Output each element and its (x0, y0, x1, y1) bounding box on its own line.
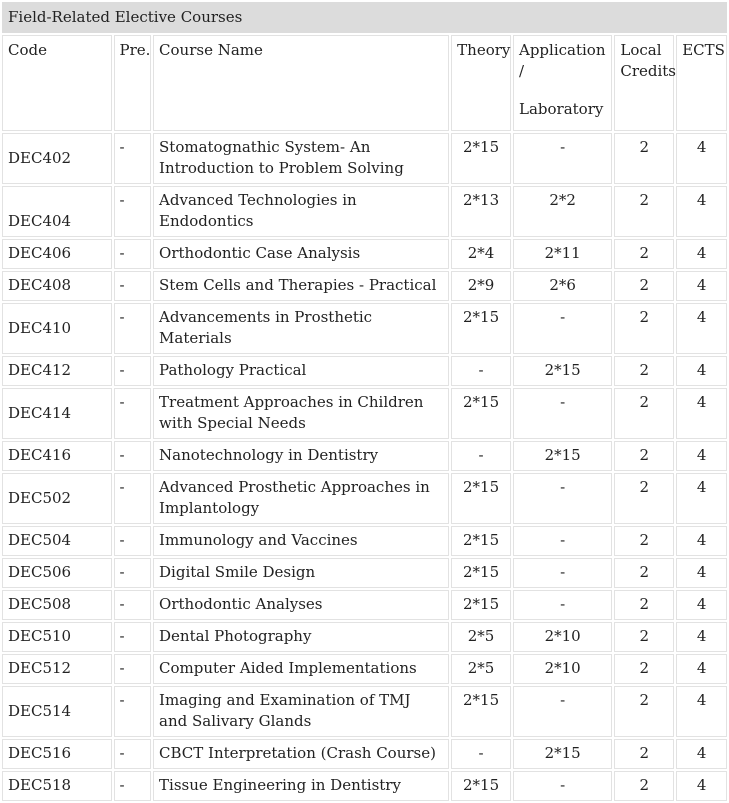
course-code: DEC508 (2, 590, 112, 620)
course-application: - (513, 558, 612, 588)
header-row (2, 35, 727, 131)
course-ects: 4 (676, 558, 727, 588)
table-row (2, 526, 727, 556)
course-application: - (513, 771, 612, 801)
course-ects: 4 (676, 686, 727, 737)
course-prerequisite: - (114, 739, 152, 769)
course-name: Stomatognathic System- An Introduction to Problem Solving (153, 133, 449, 184)
course-code: DEC514 (2, 686, 112, 737)
course-ects: 4 (676, 526, 727, 556)
course-ects: 4 (676, 622, 727, 652)
table-row (2, 473, 727, 524)
course-code: DEC516 (2, 739, 112, 769)
course-name: Stem Cells and Therapies - Practical (153, 271, 449, 301)
course-code: DEC414 (2, 388, 112, 439)
course-name: Digital Smile Design (153, 558, 449, 588)
course-prerequisite: - (114, 473, 152, 524)
course-prerequisite: - (114, 622, 152, 652)
course-code: DEC408 (2, 271, 112, 301)
course-prerequisite: - (114, 303, 152, 354)
course-prerequisite: - (114, 654, 152, 684)
table-row (2, 558, 727, 588)
course-name: Advanced Prosthetic Approaches in Implantology (153, 473, 449, 524)
table-row (2, 356, 727, 386)
course-ects: 4 (676, 239, 727, 269)
course-prerequisite: - (114, 590, 152, 620)
course-theory: 2*15 (451, 473, 511, 524)
course-local-credits: 2 (614, 771, 674, 801)
course-theory: 2*9 (451, 271, 511, 301)
table-row (2, 186, 727, 237)
course-application: 2*6 (513, 271, 612, 301)
course-ects: 4 (676, 271, 727, 301)
header-ects: ECTS (676, 35, 727, 131)
course-prerequisite: - (114, 686, 152, 737)
course-prerequisite: - (114, 356, 152, 386)
course-code: DEC506 (2, 558, 112, 588)
header-application-line2: Laboratory (518, 100, 604, 118)
course-local-credits: 2 (614, 590, 674, 620)
table-row (2, 590, 727, 620)
course-local-credits: 2 (614, 356, 674, 386)
course-theory: 2*15 (451, 388, 511, 439)
course-application: - (513, 590, 612, 620)
course-name: Computer Aided Implementations (153, 654, 449, 684)
course-application: 2*15 (513, 739, 612, 769)
course-code: DEC512 (2, 654, 112, 684)
course-theory: 2*15 (451, 303, 511, 354)
course-theory: - (451, 356, 511, 386)
course-code: DEC518 (2, 771, 112, 801)
table-row (2, 271, 727, 301)
course-code: DEC406 (2, 239, 112, 269)
course-name: Tissue Engineering in Dentistry (153, 771, 449, 801)
course-ects: 4 (676, 590, 727, 620)
course-application: - (513, 473, 612, 524)
course-ects: 4 (676, 356, 727, 386)
table-row (2, 133, 727, 184)
course-theory: 2*13 (451, 186, 511, 237)
header-code: Code (2, 35, 112, 131)
course-local-credits: 2 (614, 739, 674, 769)
title-row (2, 2, 727, 33)
header-course-name: Course Name (153, 35, 449, 131)
course-name: Orthodontic Analyses (153, 590, 449, 620)
course-ects: 4 (676, 473, 727, 524)
course-prerequisite: - (114, 441, 152, 471)
course-ects: 4 (676, 388, 727, 439)
course-name: Orthodontic Case Analysis (153, 239, 449, 269)
course-application: - (513, 133, 612, 184)
course-ects: 4 (676, 771, 727, 801)
course-prerequisite: - (114, 239, 152, 269)
course-theory: 2*15 (451, 590, 511, 620)
course-prerequisite: - (114, 133, 152, 184)
course-code: DEC510 (2, 622, 112, 652)
course-theory: 2*5 (451, 654, 511, 684)
course-application: 2*11 (513, 239, 612, 269)
course-theory: 2*15 (451, 526, 511, 556)
course-code: DEC410 (2, 303, 112, 354)
table-row (2, 622, 727, 652)
table-row (2, 388, 727, 439)
course-theory: 2*15 (451, 686, 511, 737)
course-name: Nanotechnology in Dentistry (153, 441, 449, 471)
course-code: DEC404 (2, 186, 112, 237)
header-theory: Theory (451, 35, 511, 131)
course-name: Advancements in Prosthetic Materials (153, 303, 449, 354)
course-theory: - (451, 739, 511, 769)
course-local-credits: 2 (614, 654, 674, 684)
course-application: 2*10 (513, 622, 612, 652)
course-local-credits: 2 (614, 441, 674, 471)
course-prerequisite: - (114, 271, 152, 301)
course-ects: 4 (676, 303, 727, 354)
table-row (2, 303, 727, 354)
header-pre: Pre. (114, 35, 152, 131)
course-prerequisite: - (114, 771, 152, 801)
table-row (2, 239, 727, 269)
course-local-credits: 2 (614, 686, 674, 737)
course-theory: 2*5 (451, 622, 511, 652)
course-local-credits: 2 (614, 622, 674, 652)
header-local-credits: Local Credits (614, 35, 674, 131)
course-name: Immunology and Vaccines (153, 526, 449, 556)
course-application: - (513, 388, 612, 439)
course-prerequisite: - (114, 388, 152, 439)
course-name: Treatment Approaches in Children with Special Needs (153, 388, 449, 439)
course-application: 2*15 (513, 356, 612, 386)
course-prerequisite: - (114, 558, 152, 588)
course-ects: 4 (676, 441, 727, 471)
course-local-credits: 2 (614, 239, 674, 269)
course-application: 2*2 (513, 186, 612, 237)
header-application-line1: Application / (518, 41, 606, 80)
course-code: DEC412 (2, 356, 112, 386)
course-local-credits: 2 (614, 558, 674, 588)
course-ects: 4 (676, 133, 727, 184)
course-application: - (513, 303, 612, 354)
course-code: DEC504 (2, 526, 112, 556)
course-code: DEC416 (2, 441, 112, 471)
course-local-credits: 2 (614, 271, 674, 301)
table-title: Field-Related Elective Courses (2, 2, 727, 33)
course-name: Advanced Technologies in Endodontics (153, 186, 449, 237)
course-local-credits: 2 (614, 473, 674, 524)
course-name: Dental Photography (153, 622, 449, 652)
course-local-credits: 2 (614, 133, 674, 184)
course-application: 2*10 (513, 654, 612, 684)
course-code: DEC502 (2, 473, 112, 524)
table-row (2, 441, 727, 471)
table-row (2, 686, 727, 737)
course-theory: 2*15 (451, 558, 511, 588)
table-row (2, 654, 727, 684)
course-ects: 4 (676, 186, 727, 237)
course-application: 2*15 (513, 441, 612, 471)
header-application (513, 35, 612, 131)
course-local-credits: 2 (614, 526, 674, 556)
course-theory: - (451, 441, 511, 471)
course-theory: 2*4 (451, 239, 511, 269)
course-application: - (513, 526, 612, 556)
course-local-credits: 2 (614, 388, 674, 439)
table-row (2, 739, 727, 769)
course-application: - (513, 686, 612, 737)
course-prerequisite: - (114, 186, 152, 237)
course-local-credits: 2 (614, 186, 674, 237)
course-theory: 2*15 (451, 133, 511, 184)
course-ects: 4 (676, 654, 727, 684)
course-theory: 2*15 (451, 771, 511, 801)
course-name: Pathology Practical (153, 356, 449, 386)
course-prerequisite: - (114, 526, 152, 556)
course-name: Imaging and Examination of TMJ and Salivary Glands (153, 686, 449, 737)
course-local-credits: 2 (614, 303, 674, 354)
table-row (2, 771, 727, 801)
course-code: DEC402 (2, 133, 112, 184)
course-name: CBCT Interpretation (Crash Course) (153, 739, 449, 769)
course-ects: 4 (676, 739, 727, 769)
